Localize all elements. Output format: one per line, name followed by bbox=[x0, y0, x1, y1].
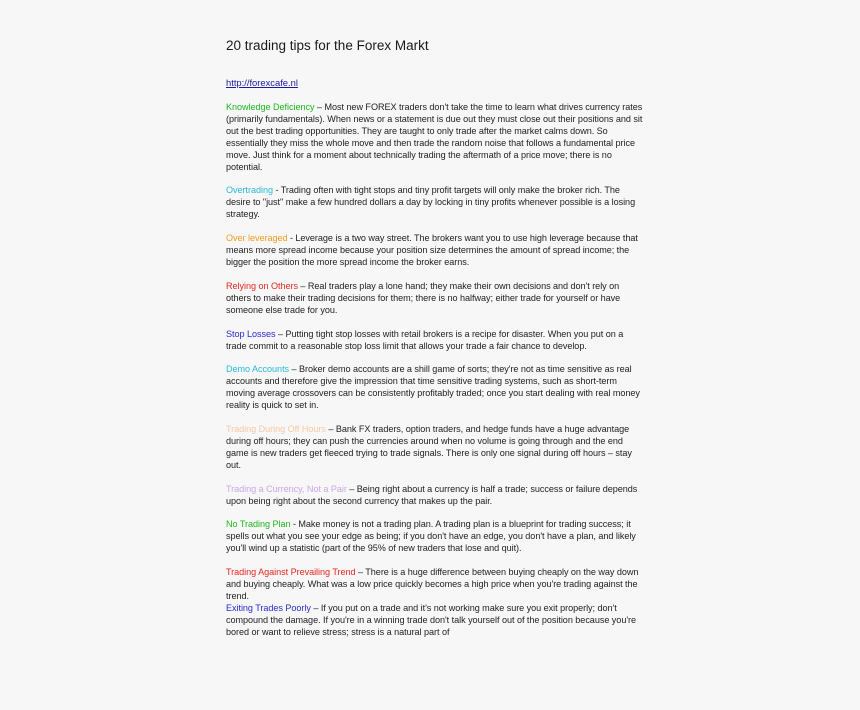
tip-body: - Make money is not a trading plan. A trading plan is a blueprint for trading success; it spells out what you see your edge as being; if you don't have an edge, you don't have a plan, and likely you'll wind up a statistic (part of the 95% of new traders that lose and quit). bbox=[226, 519, 636, 554]
tip-title: Trading During Off Hours bbox=[226, 424, 326, 435]
tip-body: - Leverage is a two way street. The brokers want you to use high leverage because that means more spread income because your position size determines the amount of spread income; the bigger the position the more spread income the broker earns. bbox=[226, 233, 638, 267]
tip-paragraph bbox=[226, 603, 646, 639]
tip-title: Trading Against Prevailing Trend bbox=[226, 567, 356, 578]
tip-title: Over leveraged bbox=[226, 233, 288, 244]
tip-paragraph bbox=[226, 424, 646, 472]
tip-body: – Most new FOREX traders don't take the time to learn what drives currency rates (primarily fundamentals). When news or a statement is due out they must close out their positions and sit out the best trading opportunities. They are taught to only trade after the market calms down. So essentially they miss the whole move and then trade the random noise that follows a fundamental price move. Just think for a moment about technically trading the aftermath of a price move; there is no potential. bbox=[226, 102, 643, 172]
tip-paragraph bbox=[226, 567, 646, 603]
tip-body: – Putting tight stop losses with retail brokers is a recipe for disaster. When you put on a trade commit to a reasonable stop loss limit that allows your trade a fair chance to develop. bbox=[226, 328, 624, 351]
tip-body: – If you put on a trade and it's not working make sure you exit properly; don't compound the damage. If you're in a winning trade don't talk yourself out of the position because you're bored or want to relieve stress; stress is a natural part of bbox=[226, 602, 636, 637]
tips-list bbox=[226, 102, 646, 639]
tip-body: – There is a huge difference between buying cheaply on the way down and buying cheaply. What was a low price quickly becomes a high price when you're trading against the trend. bbox=[226, 567, 639, 601]
tip-title: Overtrading bbox=[226, 185, 273, 196]
tip-paragraph bbox=[226, 233, 646, 269]
tip-title: No Trading Plan bbox=[226, 519, 291, 530]
tip-body: - Trading often with tight stops and tiny profit targets will only make the broker rich. The desire to "just" make a few hundred dollars a day by locking in tiny profits whenever possible is a losing strategy. bbox=[226, 185, 636, 220]
tip-title: Demo Accounts bbox=[226, 364, 290, 375]
tip-paragraph bbox=[226, 484, 646, 508]
tip-title: Relying on Others bbox=[226, 280, 298, 291]
tip-title: Knowledge Deficiency bbox=[226, 102, 315, 112]
tip-title: Trading a Currency, Not a Pair bbox=[226, 483, 347, 494]
tip-title: Exiting Trades Poorly bbox=[226, 602, 311, 613]
tip-body: – Broker demo accounts are a shill game of sorts; they're not as time sensitive as real accounts and therefore give the impression that time sensitive trading systems, such as short-term moving average crossovers can be consistently profitably traded; once you start dealing with real money reality is quick to set in. bbox=[226, 364, 640, 411]
tip-body: – Being right about a currency is half a trade; success or failure depends upon being right about the second currency that makes up the pair. bbox=[226, 483, 638, 506]
tip-paragraph bbox=[226, 281, 646, 317]
source-link[interactable]: http://forexcafe.nl bbox=[226, 77, 298, 88]
tip-paragraph bbox=[226, 102, 646, 173]
page-title: 20 trading tips for the Forex Markt bbox=[226, 38, 429, 53]
tip-paragraph bbox=[226, 519, 646, 555]
tip-body: – Real traders play a lone hand; they make their own decisions and don't rely on others to make their trading decisions for them; there is no halfway; either trade for yourself or have someone else trade for you. bbox=[226, 280, 621, 315]
tip-paragraph bbox=[226, 185, 646, 221]
tip-paragraph bbox=[226, 364, 646, 412]
tip-title: Stop Losses bbox=[226, 328, 276, 339]
tip-body: – Bank FX traders, option traders, and hedge funds have a huge advantage during off hours; they can push the currencies around when no volume is going through and the end game is new traders get fleeced trying to trade signals. There is only one signal during off hours – stay out. bbox=[226, 424, 632, 470]
tip-paragraph bbox=[226, 329, 646, 353]
